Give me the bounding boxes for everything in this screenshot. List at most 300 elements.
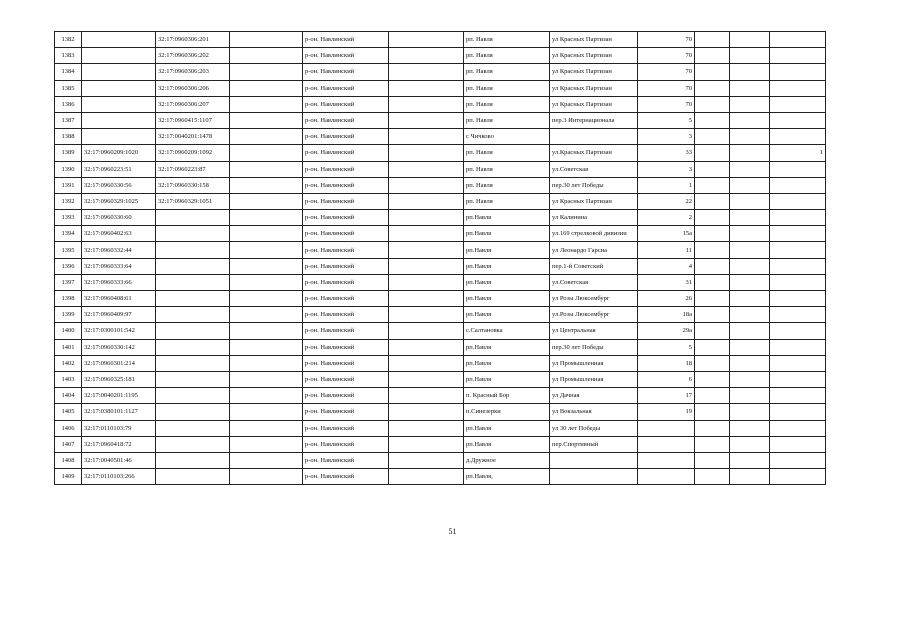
blank-cell <box>695 177 730 193</box>
table-row <box>55 145 826 161</box>
previous-cadastral-number-cell: 32:17:0960418:72 <box>82 436 156 452</box>
blank-cell <box>230 112 303 128</box>
district-cell: р-он. Навлинский <box>303 436 389 452</box>
district-cell: р-он. Навлинский <box>303 323 389 339</box>
blank-cell <box>695 161 730 177</box>
street-cell: ул Красных Партизан <box>550 32 638 48</box>
blank-cell <box>230 210 303 226</box>
blank-cell <box>695 226 730 242</box>
locality-cell: рп. Навля <box>464 177 550 193</box>
locality-cell: д.Дружное <box>464 452 550 468</box>
table-row <box>55 339 826 355</box>
house-number-cell: 2 <box>638 210 695 226</box>
blank-cell <box>389 210 464 226</box>
table-row <box>55 64 826 80</box>
row-number-cell: 1391 <box>55 177 82 193</box>
table-row <box>55 193 826 209</box>
extra-value-cell <box>770 452 826 468</box>
blank-cell <box>230 307 303 323</box>
blank-cell <box>389 177 464 193</box>
blank-cell <box>695 452 730 468</box>
previous-cadastral-number-cell <box>82 96 156 112</box>
extra-value-cell <box>770 436 826 452</box>
blank-cell <box>230 371 303 387</box>
registry-table <box>54 31 826 485</box>
extra-value-cell <box>770 274 826 290</box>
blank-cell <box>389 80 464 96</box>
row-number-cell: 1399 <box>55 307 82 323</box>
extra-value-cell <box>770 96 826 112</box>
street-cell <box>550 452 638 468</box>
locality-cell: рп. Навля <box>464 96 550 112</box>
blank-cell <box>695 291 730 307</box>
blank-cell <box>730 48 770 64</box>
blank-cell <box>230 388 303 404</box>
locality-cell: рп. Навля <box>464 161 550 177</box>
row-number-cell: 1396 <box>55 258 82 274</box>
blank-cell <box>230 339 303 355</box>
district-cell: р-он. Навлинский <box>303 80 389 96</box>
table-row <box>55 388 826 404</box>
house-number-cell: 70 <box>638 80 695 96</box>
blank-cell <box>389 469 464 485</box>
district-cell: р-он. Навлинский <box>303 64 389 80</box>
street-cell: ул.Красных Партизан <box>550 145 638 161</box>
cadastral-number-cell: 32:17:0960306:203 <box>156 64 230 80</box>
cadastral-number-cell <box>156 420 230 436</box>
street-cell <box>550 129 638 145</box>
blank-cell <box>730 193 770 209</box>
locality-cell: рп.Навля <box>464 274 550 290</box>
row-number-cell: 1393 <box>55 210 82 226</box>
locality-cell: п.Синезерки <box>464 404 550 420</box>
district-cell: р-он. Навлинский <box>303 307 389 323</box>
row-number-cell: 1405 <box>55 404 82 420</box>
blank-cell <box>389 129 464 145</box>
previous-cadastral-number-cell <box>82 64 156 80</box>
district-cell: р-он. Навлинский <box>303 193 389 209</box>
previous-cadastral-number-cell: 32:17:0960301:214 <box>82 355 156 371</box>
cadastral-number-cell: 32:17:0960306:207 <box>156 96 230 112</box>
district-cell: р-он. Навлинский <box>303 129 389 145</box>
house-number-cell: 3 <box>638 161 695 177</box>
district-cell: р-он. Навлинский <box>303 242 389 258</box>
row-number-cell: 1400 <box>55 323 82 339</box>
street-cell: ул.169 стрелковой дивизии <box>550 226 638 242</box>
blank-cell <box>230 129 303 145</box>
locality-cell: рп. Навля <box>464 48 550 64</box>
cadastral-number-cell <box>156 404 230 420</box>
previous-cadastral-number-cell: 32:17:0040201:1195 <box>82 388 156 404</box>
cadastral-number-cell <box>156 307 230 323</box>
blank-cell <box>230 48 303 64</box>
house-number-cell <box>638 436 695 452</box>
table-row <box>55 129 826 145</box>
table-row <box>55 96 826 112</box>
cadastral-number-cell: 32:17:0960306:202 <box>156 48 230 64</box>
street-cell: ул Розы Люксембург <box>550 291 638 307</box>
street-cell: пер.3 Интернационала <box>550 112 638 128</box>
blank-cell <box>695 96 730 112</box>
house-number-cell <box>638 469 695 485</box>
locality-cell: рп.Навля <box>464 371 550 387</box>
street-cell: ул.Розы Люксембург <box>550 307 638 323</box>
street-cell: ул Промышленная <box>550 371 638 387</box>
extra-value-cell <box>770 307 826 323</box>
previous-cadastral-number-cell: 32:17:0960408:61 <box>82 291 156 307</box>
district-cell: р-он. Навлинский <box>303 210 389 226</box>
blank-cell <box>389 64 464 80</box>
blank-cell <box>695 64 730 80</box>
blank-cell <box>389 452 464 468</box>
table-row <box>55 404 826 420</box>
blank-cell <box>230 64 303 80</box>
street-cell: пер.1-й Советский <box>550 258 638 274</box>
street-cell: ул Леонардо Гарсиа <box>550 242 638 258</box>
page-number: 51 <box>448 527 457 536</box>
row-number-cell: 1385 <box>55 80 82 96</box>
locality-cell: рп.Навля <box>464 258 550 274</box>
locality-cell: рп. Навля <box>464 193 550 209</box>
district-cell: р-он. Навлинский <box>303 420 389 436</box>
table-row <box>55 371 826 387</box>
row-number-cell: 1407 <box>55 436 82 452</box>
blank-cell <box>730 177 770 193</box>
blank-cell <box>695 388 730 404</box>
row-number-cell: 1408 <box>55 452 82 468</box>
cadastral-number-cell: 32:17:0960329:1051 <box>156 193 230 209</box>
blank-cell <box>730 388 770 404</box>
cadastral-number-cell <box>156 258 230 274</box>
cadastral-number-cell <box>156 339 230 355</box>
cadastral-number-cell: 32:17:0960223:87 <box>156 161 230 177</box>
blank-cell <box>695 323 730 339</box>
cadastral-number-cell <box>156 388 230 404</box>
blank-cell <box>230 323 303 339</box>
row-number-cell: 1404 <box>55 388 82 404</box>
blank-cell <box>730 469 770 485</box>
cadastral-number-cell: 32:17:0960306:201 <box>156 32 230 48</box>
row-number-cell: 1395 <box>55 242 82 258</box>
blank-cell <box>730 242 770 258</box>
blank-cell <box>695 404 730 420</box>
house-number-cell: 15а <box>638 226 695 242</box>
cadastral-number-cell <box>156 469 230 485</box>
blank-cell <box>695 307 730 323</box>
blank-cell <box>730 64 770 80</box>
district-cell: р-он. Навлинский <box>303 96 389 112</box>
blank-cell <box>389 48 464 64</box>
house-number-cell: 17 <box>638 388 695 404</box>
district-cell: р-он. Навлинский <box>303 371 389 387</box>
blank-cell <box>730 112 770 128</box>
street-cell: пер.30 лет Победы <box>550 177 638 193</box>
extra-value-cell <box>770 388 826 404</box>
blank-cell <box>730 436 770 452</box>
cadastral-number-cell: 32:17:0960415:1107 <box>156 112 230 128</box>
blank-cell <box>730 210 770 226</box>
house-number-cell: 5 <box>638 112 695 128</box>
district-cell: р-он. Навлинский <box>303 388 389 404</box>
table-row <box>55 112 826 128</box>
street-cell: ул.Советская <box>550 161 638 177</box>
extra-value-cell <box>770 291 826 307</box>
street-cell: ул Центральная <box>550 323 638 339</box>
house-number-cell: 5 <box>638 339 695 355</box>
previous-cadastral-number-cell <box>82 80 156 96</box>
previous-cadastral-number-cell: 32:17:0960329:1025 <box>82 193 156 209</box>
table-row <box>55 226 826 242</box>
row-number-cell: 1383 <box>55 48 82 64</box>
blank-cell <box>730 226 770 242</box>
extra-value-cell <box>770 112 826 128</box>
blank-cell <box>389 388 464 404</box>
previous-cadastral-number-cell: 32:17:0110103:79 <box>82 420 156 436</box>
extra-value-cell <box>770 404 826 420</box>
blank-cell <box>730 32 770 48</box>
blank-cell <box>695 129 730 145</box>
locality-cell: рп. Навля <box>464 112 550 128</box>
house-number-cell: 29а <box>638 323 695 339</box>
blank-cell <box>730 129 770 145</box>
house-number-cell: 18а <box>638 307 695 323</box>
locality-cell: рп.Навля <box>464 307 550 323</box>
extra-value-cell <box>770 80 826 96</box>
previous-cadastral-number-cell: 32:17:0380101:1127 <box>82 404 156 420</box>
cadastral-number-cell <box>156 371 230 387</box>
table-row <box>55 355 826 371</box>
district-cell: р-он. Навлинский <box>303 48 389 64</box>
table-row <box>55 291 826 307</box>
blank-cell <box>730 371 770 387</box>
street-cell: ул Вокзальная <box>550 404 638 420</box>
cadastral-number-cell <box>156 226 230 242</box>
row-number-cell: 1402 <box>55 355 82 371</box>
table-row <box>55 436 826 452</box>
previous-cadastral-number-cell: 32:17:0960402:63 <box>82 226 156 242</box>
blank-cell <box>230 193 303 209</box>
district-cell: р-он. Навлинский <box>303 112 389 128</box>
blank-cell <box>230 242 303 258</box>
blank-cell <box>230 177 303 193</box>
row-number-cell: 1390 <box>55 161 82 177</box>
district-cell: р-он. Навлинский <box>303 274 389 290</box>
district-cell: р-он. Навлинский <box>303 404 389 420</box>
cadastral-number-cell: 32:17:0960330:158 <box>156 177 230 193</box>
cadastral-number-cell: 32:17:0040201:1478 <box>156 129 230 145</box>
house-number-cell: 31 <box>638 274 695 290</box>
blank-cell <box>730 274 770 290</box>
blank-cell <box>695 145 730 161</box>
blank-cell <box>389 291 464 307</box>
previous-cadastral-number-cell: 32:17:0040501:46 <box>82 452 156 468</box>
extra-value-cell <box>770 339 826 355</box>
blank-cell <box>230 355 303 371</box>
extra-value-cell <box>770 371 826 387</box>
district-cell: р-он. Навлинский <box>303 355 389 371</box>
house-number-cell: 33 <box>638 145 695 161</box>
extra-value-cell <box>770 210 826 226</box>
blank-cell <box>730 355 770 371</box>
cadastral-number-cell <box>156 436 230 452</box>
blank-cell <box>389 436 464 452</box>
blank-cell <box>389 242 464 258</box>
blank-cell <box>695 420 730 436</box>
district-cell: р-он. Навлинский <box>303 258 389 274</box>
blank-cell <box>389 96 464 112</box>
blank-cell <box>230 436 303 452</box>
blank-cell <box>389 404 464 420</box>
row-number-cell: 1394 <box>55 226 82 242</box>
blank-cell <box>389 371 464 387</box>
extra-value-cell <box>770 226 826 242</box>
table-row <box>55 307 826 323</box>
previous-cadastral-number-cell <box>82 112 156 128</box>
locality-cell: рп. Навля <box>464 145 550 161</box>
locality-cell: рп.Навля <box>464 226 550 242</box>
previous-cadastral-number-cell: 32:17:0960330:60 <box>82 210 156 226</box>
blank-cell <box>389 258 464 274</box>
district-cell: р-он. Навлинский <box>303 177 389 193</box>
previous-cadastral-number-cell: 32:17:0960409:97 <box>82 307 156 323</box>
locality-cell: рп.Навля <box>464 420 550 436</box>
extra-value-cell <box>770 48 826 64</box>
locality-cell: с.Салтановка <box>464 323 550 339</box>
extra-value-cell <box>770 258 826 274</box>
house-number-cell: 70 <box>638 48 695 64</box>
blank-cell <box>730 323 770 339</box>
blank-cell <box>389 323 464 339</box>
table-row <box>55 469 826 485</box>
street-cell <box>550 469 638 485</box>
table-row <box>55 48 826 64</box>
blank-cell <box>389 339 464 355</box>
street-cell: ул 30 лет Победы <box>550 420 638 436</box>
house-number-cell: 70 <box>638 64 695 80</box>
street-cell: ул Калинина <box>550 210 638 226</box>
house-number-cell: 4 <box>638 258 695 274</box>
blank-cell <box>695 469 730 485</box>
street-cell: ул Красных Партизан <box>550 64 638 80</box>
blank-cell <box>230 161 303 177</box>
cadastral-number-cell <box>156 355 230 371</box>
street-cell: пер.30 лет Победы <box>550 339 638 355</box>
row-number-cell: 1409 <box>55 469 82 485</box>
blank-cell <box>695 80 730 96</box>
table-row <box>55 177 826 193</box>
blank-cell <box>730 258 770 274</box>
blank-cell <box>230 32 303 48</box>
row-number-cell: 1406 <box>55 420 82 436</box>
table-row <box>55 80 826 96</box>
previous-cadastral-number-cell: 32:17:0960223:51 <box>82 161 156 177</box>
extra-value-cell <box>770 129 826 145</box>
row-number-cell: 1386 <box>55 96 82 112</box>
district-cell: р-он. Навлинский <box>303 452 389 468</box>
previous-cadastral-number-cell <box>82 129 156 145</box>
row-number-cell: 1401 <box>55 339 82 355</box>
table-row <box>55 452 826 468</box>
extra-value-cell <box>770 242 826 258</box>
row-number-cell: 1398 <box>55 291 82 307</box>
house-number-cell <box>638 420 695 436</box>
blank-cell <box>695 48 730 64</box>
extra-value-cell <box>770 469 826 485</box>
blank-cell <box>389 307 464 323</box>
row-number-cell: 1389 <box>55 145 82 161</box>
previous-cadastral-number-cell <box>82 48 156 64</box>
locality-cell: рп. Навля <box>464 32 550 48</box>
row-number-cell: 1392 <box>55 193 82 209</box>
cadastral-number-cell <box>156 291 230 307</box>
blank-cell <box>230 469 303 485</box>
locality-cell: с Чичково <box>464 129 550 145</box>
locality-cell: рп.Навля <box>464 291 550 307</box>
blank-cell <box>230 452 303 468</box>
blank-cell <box>389 355 464 371</box>
street-cell: ул Красных Партизан <box>550 96 638 112</box>
blank-cell <box>389 226 464 242</box>
house-number-cell: 18 <box>638 355 695 371</box>
extra-value-cell <box>770 193 826 209</box>
blank-cell <box>695 193 730 209</box>
blank-cell <box>730 307 770 323</box>
locality-cell: рп.Навля <box>464 436 550 452</box>
extra-value-cell <box>770 323 826 339</box>
district-cell: р-он. Навлинский <box>303 145 389 161</box>
blank-cell <box>695 436 730 452</box>
cadastral-number-cell <box>156 242 230 258</box>
blank-cell <box>230 226 303 242</box>
district-cell: р-он. Навлинский <box>303 226 389 242</box>
blank-cell <box>730 420 770 436</box>
blank-cell <box>230 291 303 307</box>
district-cell: р-он. Навлинский <box>303 161 389 177</box>
blank-cell <box>695 355 730 371</box>
blank-cell <box>389 112 464 128</box>
extra-value-cell <box>770 161 826 177</box>
blank-cell <box>230 420 303 436</box>
locality-cell: рп.Навля <box>464 355 550 371</box>
street-cell: ул.Советская <box>550 274 638 290</box>
locality-cell: рп.Навля <box>464 339 550 355</box>
previous-cadastral-number-cell: 32:17:0960332:44 <box>82 242 156 258</box>
table-row <box>55 32 826 48</box>
blank-cell <box>389 161 464 177</box>
house-number-cell: 1 <box>638 177 695 193</box>
previous-cadastral-number-cell: 32:17:0960333:64 <box>82 258 156 274</box>
blank-cell <box>230 80 303 96</box>
cadastral-number-cell <box>156 210 230 226</box>
blank-cell <box>695 32 730 48</box>
blank-cell <box>695 112 730 128</box>
blank-cell <box>730 291 770 307</box>
blank-cell <box>730 161 770 177</box>
blank-cell <box>695 339 730 355</box>
blank-cell <box>389 145 464 161</box>
row-number-cell: 1382 <box>55 32 82 48</box>
extra-value-cell <box>770 355 826 371</box>
previous-cadastral-number-cell: 32:17:0960330:142 <box>82 339 156 355</box>
blank-cell <box>730 145 770 161</box>
district-cell: р-он. Навлинский <box>303 291 389 307</box>
table-row <box>55 210 826 226</box>
blank-cell <box>230 145 303 161</box>
previous-cadastral-number-cell: 32:17:0960330:56 <box>82 177 156 193</box>
row-number-cell: 1403 <box>55 371 82 387</box>
house-number-cell: 19 <box>638 404 695 420</box>
table-row <box>55 323 826 339</box>
